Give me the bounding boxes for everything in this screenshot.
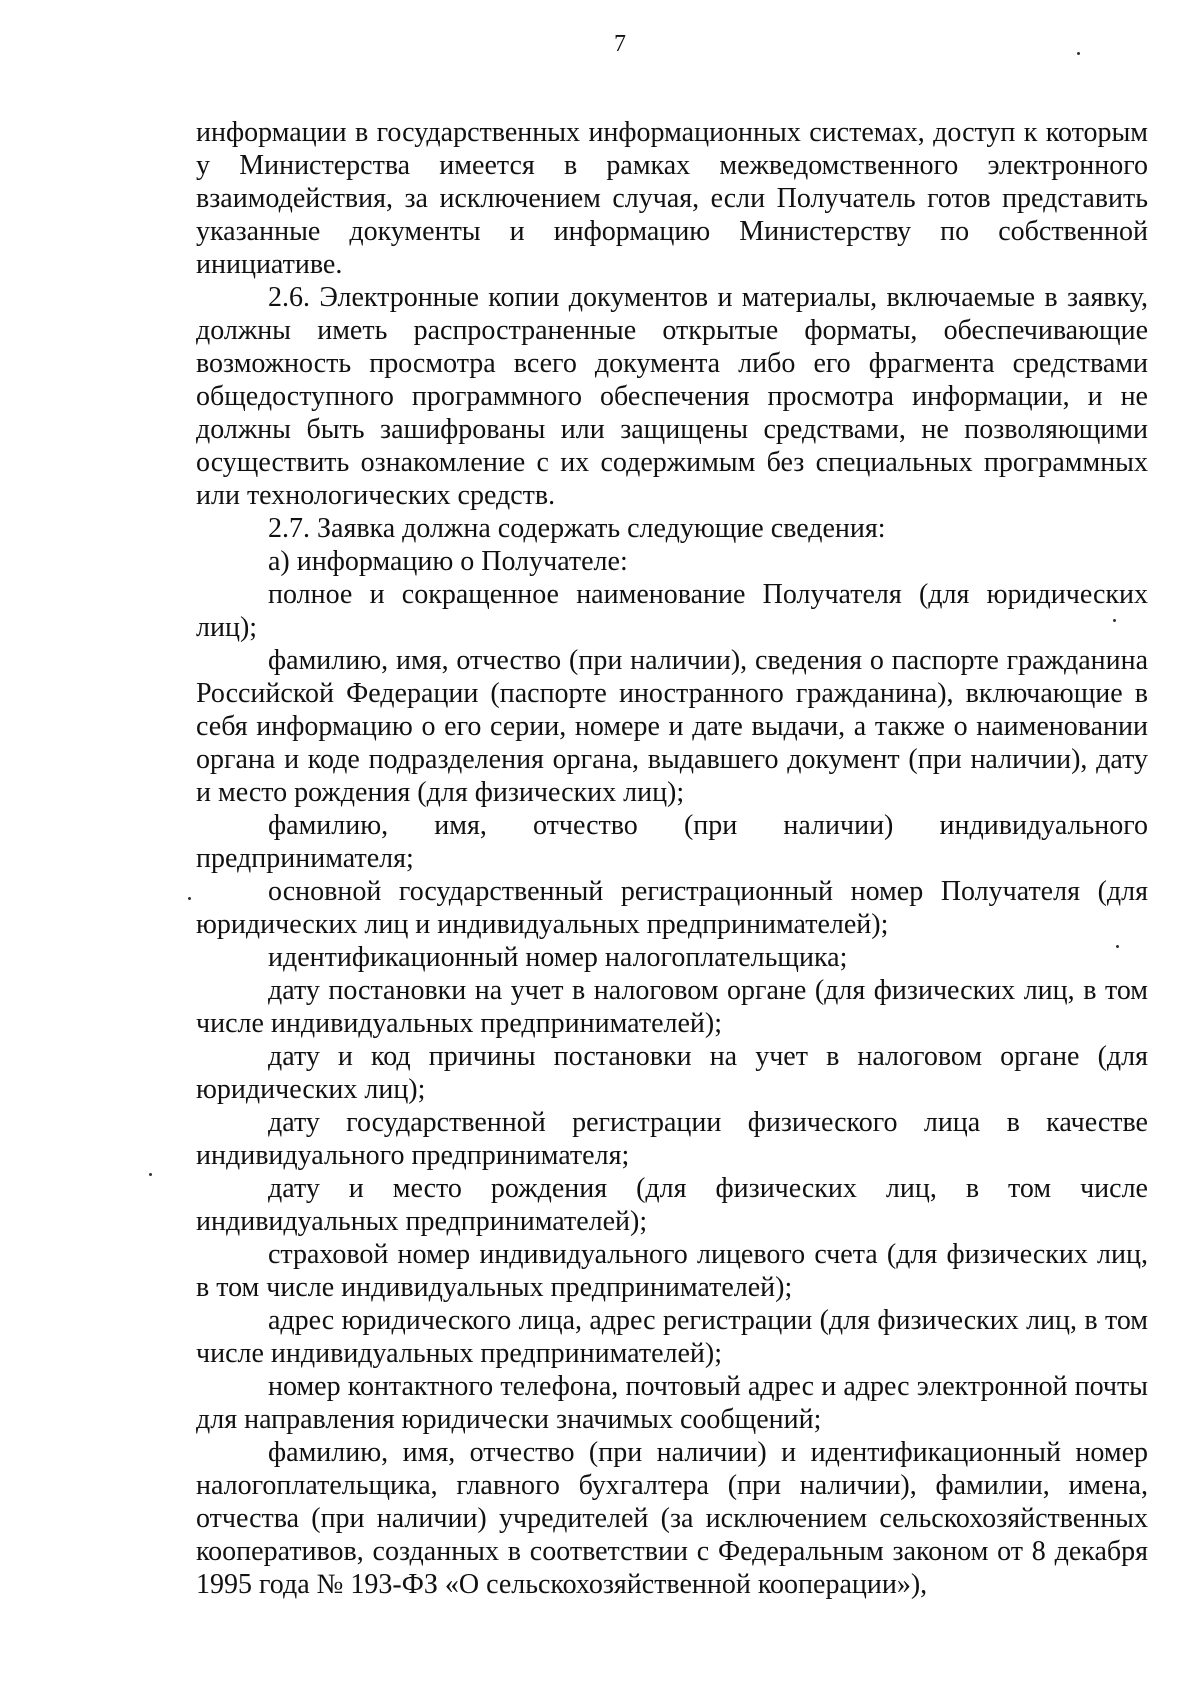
list-item-contacts: номер контактного телефона, почтовый адрес и адрес электронной почты для направления юридически значимых сообщений; <box>196 1371 1148 1435</box>
scan-speck <box>1077 52 1080 55</box>
scan-speck <box>1113 619 1116 622</box>
list-item-snils: страховой номер индивидуального лицевого счета (для физических лиц, в том числе индивидуальных предпринимателей); <box>196 1239 1148 1303</box>
list-item-tax-date: дату постановки на учет в налоговом органе (для физических лиц, в том числе индивидуальных предпринимателей); <box>196 975 1148 1039</box>
scan-speck <box>1116 945 1119 948</box>
page-number: 7 <box>614 31 626 57</box>
scan-speck <box>188 897 191 900</box>
paragraph-2-6: 2.6. Электронные копии документов и материалы, включаемые в заявку, должны иметь распространенные открытые форматы, обеспечивающие возможность просмотра всего документа либо его фрагмента средствами общедоступного программного обеспечения просмотра информации, и не должны быть зашифрованы или защищены средствами, не позволяющими осуществить ознакомление с их содержимым без специальных программных или технологических средств. <box>196 282 1148 511</box>
scan-speck <box>149 1173 152 1176</box>
list-item-entrepreneur-name: фамилию, имя, отчество (при наличии) индивидуального предпринимателя; <box>196 810 1148 874</box>
list-item-inn: идентификационный номер налогоплательщика; <box>268 942 848 973</box>
list-item-kpp: дату и код причины постановки на учет в налоговом органе (для юридических лиц); <box>196 1041 1148 1105</box>
list-item-a: а) информацию о Получателе: <box>268 546 628 577</box>
list-item-address: адрес юридического лица, адрес регистрации (для физических лиц, в том числе индивидуальных предпринимателей); <box>196 1305 1148 1369</box>
list-item-ogrn: основной государственный регистрационный номер Получателя (для юридических лиц и индивидуальных предпринимателей); <box>196 876 1148 940</box>
paragraph-2-7: 2.7. Заявка должна содержать следующие сведения: <box>268 513 886 544</box>
list-item-registration-date: дату государственной регистрации физического лица в качестве индивидуального предпринимателя; <box>196 1107 1148 1171</box>
document-body <box>196 116 1148 1601</box>
list-item-name: полное и сокращенное наименование Получателя (для юридических лиц); <box>196 579 1148 643</box>
list-item-birth: дату и место рождения (для физических лиц, в том числе индивидуальных предпринимателей); <box>196 1173 1148 1237</box>
list-item-founders: фамилию, имя, отчество (при наличии) и идентификационный номер налогоплательщика, главного бухгалтера (при наличии), фамилии, имена, отчества (при наличии) учредителей (за исключением сельскохозяйственных кооперативов, созданных в соответствии с Федеральным законом от 8 декабря 1995 года № 193-ФЗ «О сельскохозяйственной кооперации»), <box>196 1437 1148 1600</box>
list-item-passport: фамилию, имя, отчество (при наличии), сведения о паспорте гражданина Российской Федерации (паспорте иностранного гражданина), включающие в себя информацию о его серии, номере и дате выдачи, а также о наименовании органа и коде подразделения органа, выдавшего документ (при наличии), дату и место рождения (для физических лиц); <box>196 645 1148 808</box>
paragraph-continuation: информации в государственных информационных системах, доступ к которым у Министерства имеется в рамках межведомственного электронного взаимодействия, за исключением случая, если Получатель готов представить указанные документы и информацию Министерству по собственной инициативе. <box>196 117 1148 280</box>
